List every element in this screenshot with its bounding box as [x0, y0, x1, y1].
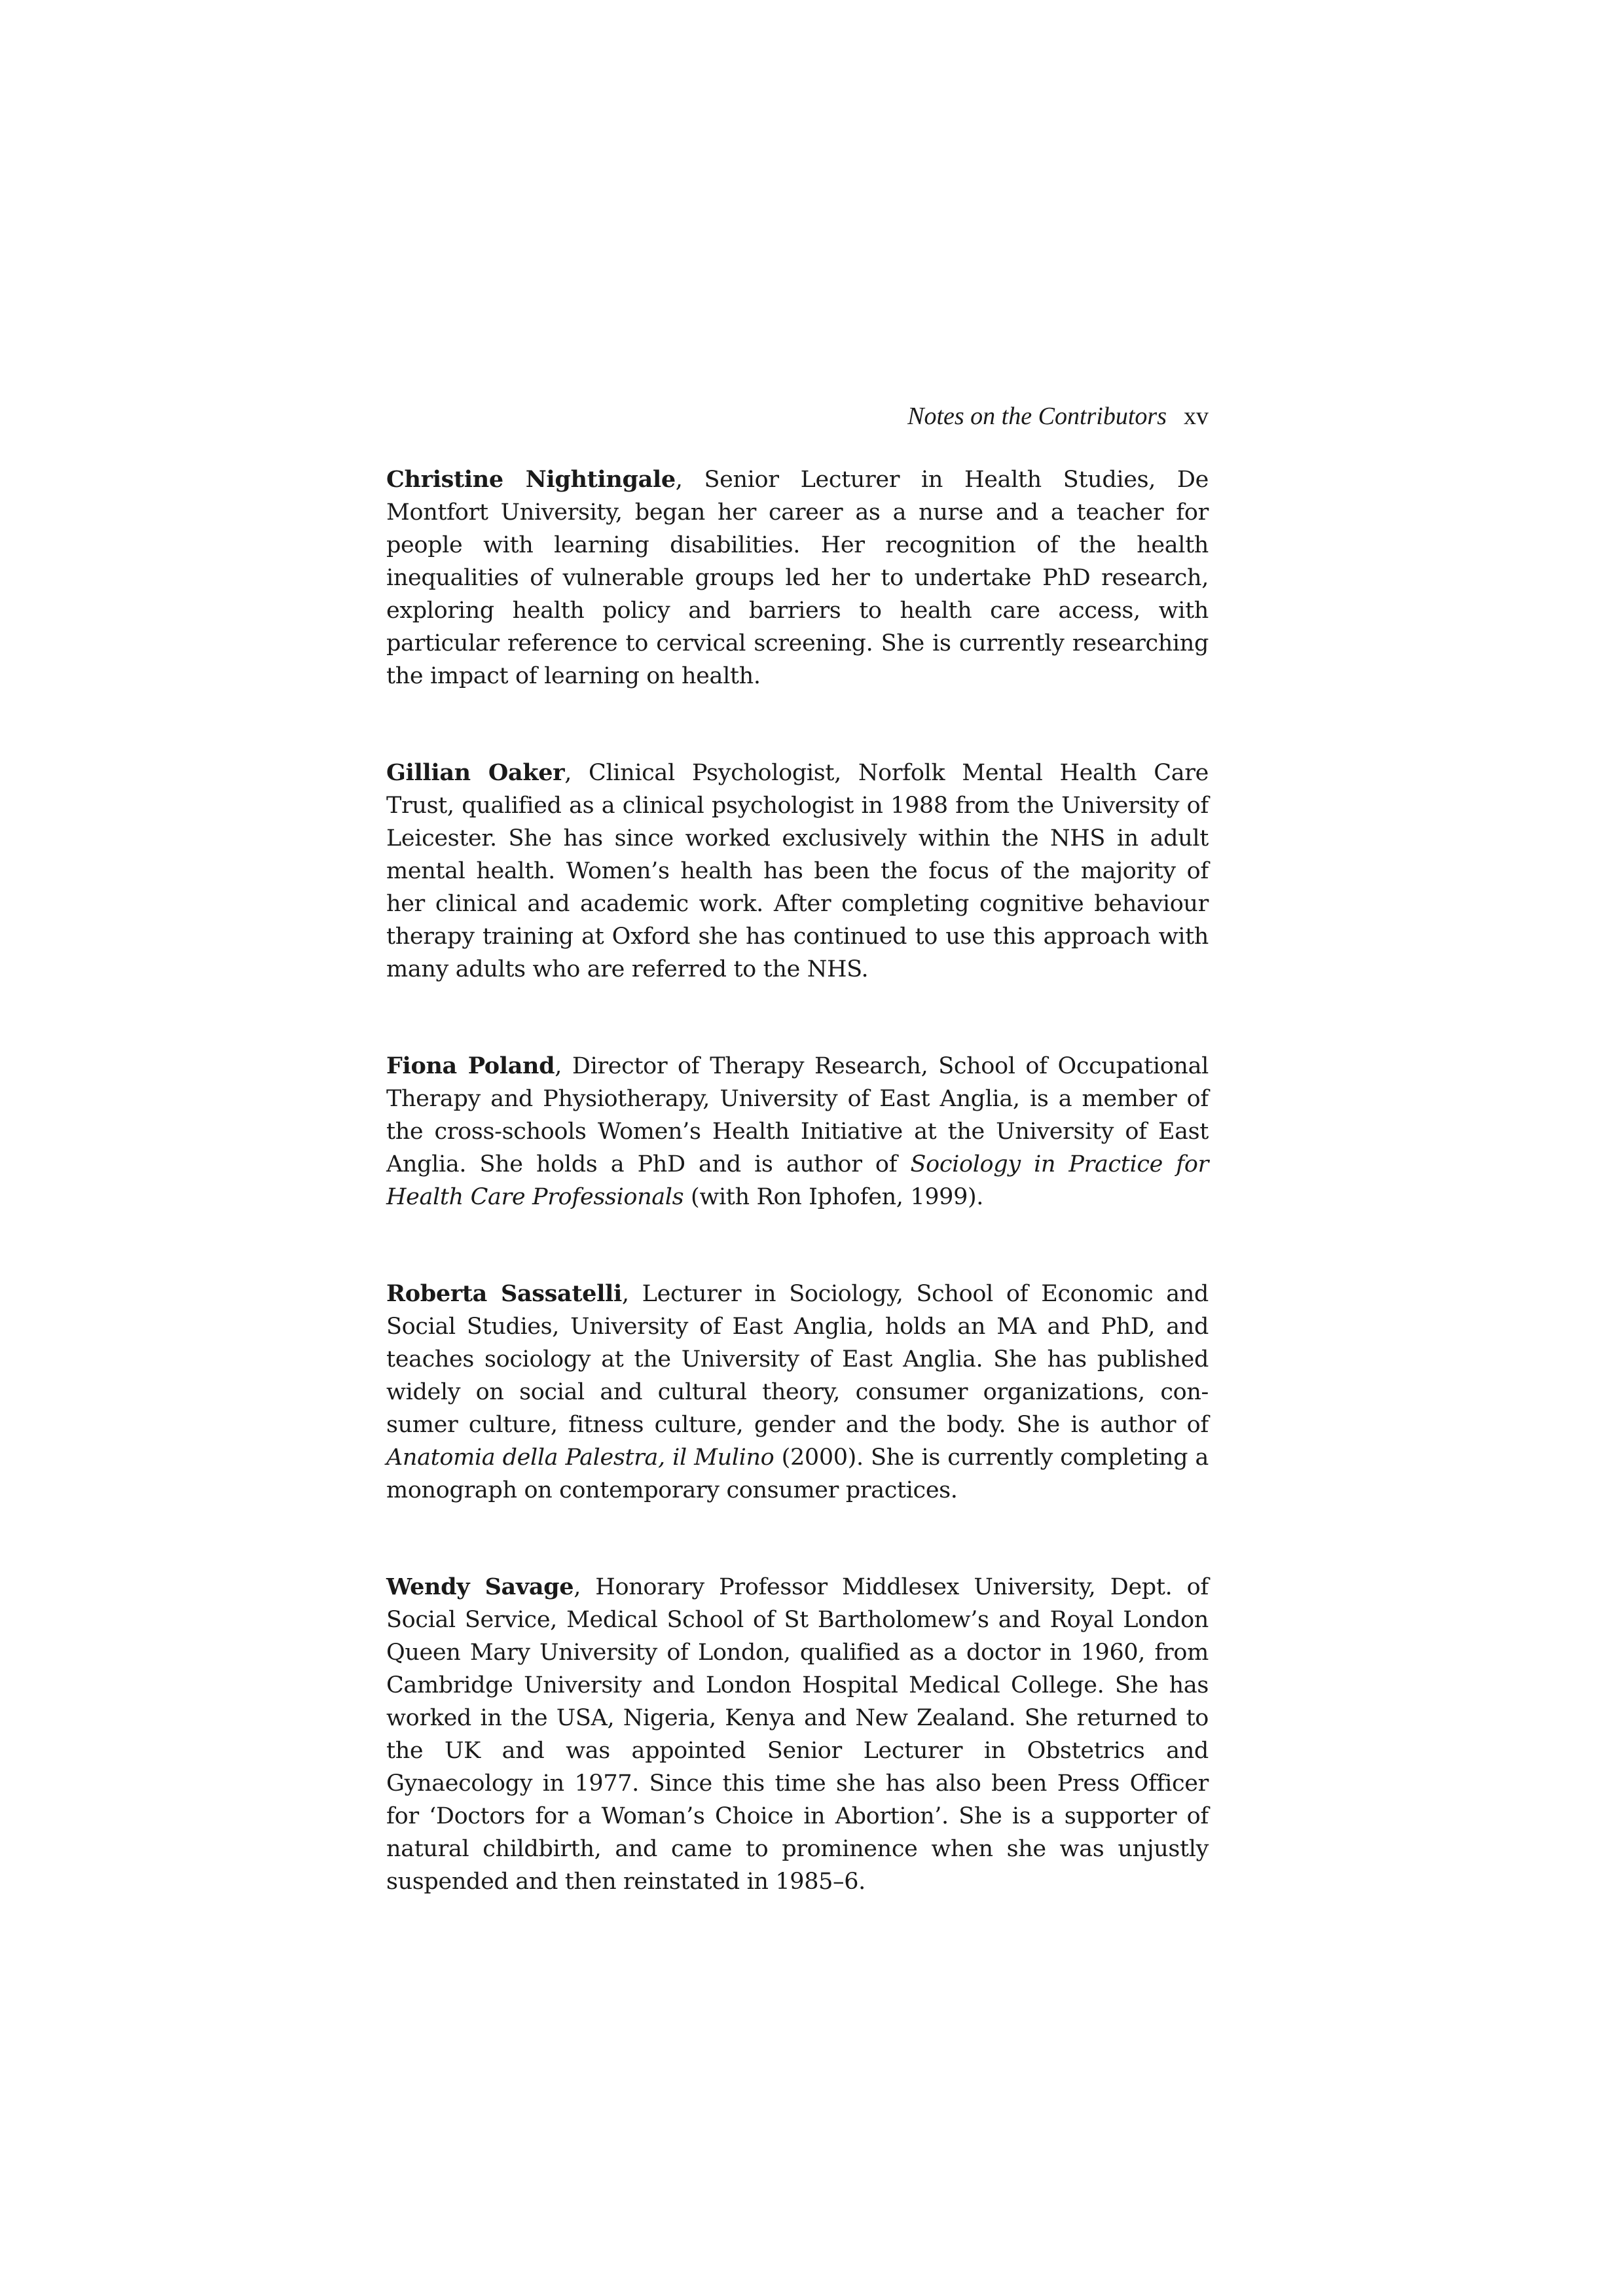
contributor-bio: , Senior Lecturer in Health Studies, De Montfort University, began her career as a nurse and a teacher for people with learning disabilities. Her recognition of the health inequalities of vulnerable groups led her to undertake PhD research, exploring health policy and barriers to health care access, with particular reference to cervical screening. She is currently researching the impact of learning on health.: [386, 467, 1209, 689]
contributor-name: Fiona Poland: [386, 1052, 555, 1079]
contributor-bio: , Clinical Psychologist, Norfolk Mental Health Care Trust, qualified as a clinical psychologist in 1988 from the University of Leicester. She has since worked exclusively within the NHS in adult mental health. Women’s health has been the focus of the majority of her clinical and academic work. After completing cognitive behaviour therapy training at Oxford she has continued to use this approach with many adults who are referred to the NHS.: [386, 760, 1209, 982]
contributor-entry: [386, 1050, 1209, 1213]
contributor-list: [386, 463, 1209, 1962]
contributor-name: Wendy Savage: [386, 1573, 574, 1600]
contributor-bio: , Lecturer in Sociology, School of Economic and Social Studies, University of East Anglia, holds an MA and PhD, and teaches sociology at the University of East Anglia. She has published widely on social and cultural theory, consumer organizations, con-sumer culture, fitness culture, gender and the body. She is author of: [386, 1281, 1209, 1438]
contributor-entry: [386, 463, 1209, 692]
book-title: Sociology in Practice for Health Care Professionals: [386, 1151, 1209, 1210]
contributor-entry: [386, 757, 1209, 986]
contributor-bio-end: (with Ron Iphofen, 1999).: [684, 1184, 984, 1210]
contributor-entry: [386, 1278, 1209, 1507]
book-title: Anatomia della Palestra, il Mulino: [386, 1444, 775, 1471]
contributor-name: Roberta Sassatelli: [386, 1280, 622, 1307]
contributor-bio: , Director of Therapy Research, School of Occupational Therapy and Physiotherapy, University of East Anglia, is a member of the cross-schools Women’s Health Initiative at the University of East Anglia. She holds a PhD and is author of: [386, 1053, 1209, 1177]
contributor-name: Gillian Oaker: [386, 759, 565, 786]
running-head-title: Notes on the Contributors: [907, 403, 1167, 430]
contributor-bio: , Honorary Professor Middlesex University, Dept. of Social Service, Medical School of St Bartholomew’s and Royal London Queen Mary University of London, qualified as a doctor in 1960, from Cambridge University and London Hospital Medical College. She has worked in the USA, Nigeria, Kenya and New Zealand. She returned to the UK and was appointed Senior Lecturer in Obstetrics and Gynaecology in 1977. Since this time she has also been Press Officer for ‘Doctors for a Woman’s Choice in Abortion’. She is a supporter of natural childbirth, and came to prominence when she was unjustly suspended and then reinstated in 1985–6.: [386, 1574, 1209, 1895]
page-number: xv: [1184, 403, 1209, 430]
contributor-bio-end: (2000). She is currently completing a monograph on contemporary consumer practices.: [386, 1444, 1209, 1503]
contributor-name: Christine Nightingale: [386, 466, 676, 493]
running-head: [386, 401, 1209, 432]
contributor-entry: [386, 1571, 1209, 1898]
